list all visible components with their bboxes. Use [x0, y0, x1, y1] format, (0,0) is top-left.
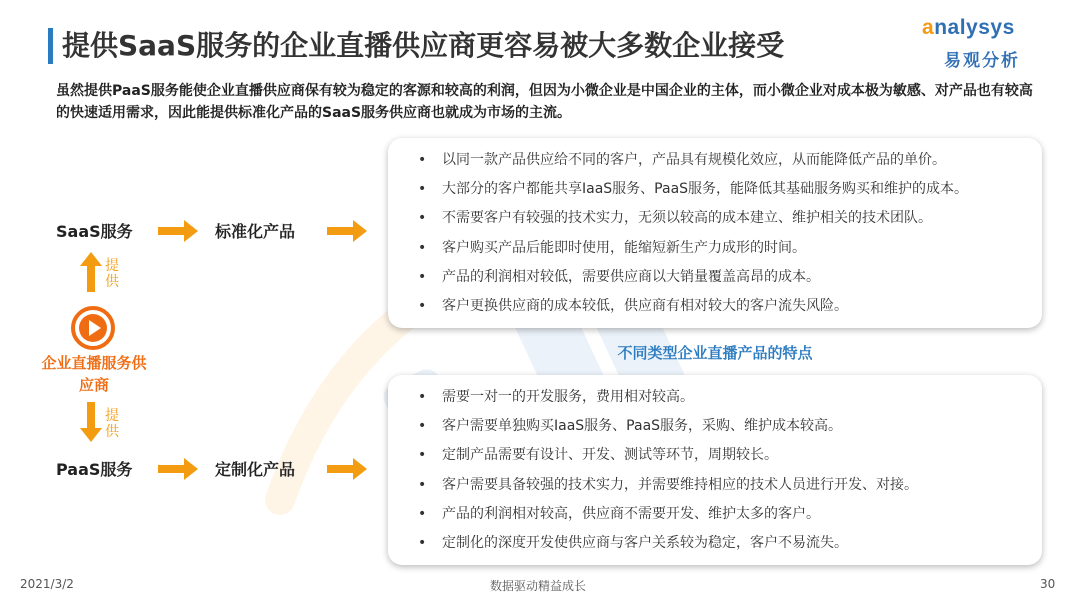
list-item: • 客户购买产品后能即时使用，能缩短新生产力成形的时间。 [416, 234, 1024, 263]
list-item: • 定制化的深度开发使供应商与客户关系较为稳定，客户不易流失。 [416, 529, 1024, 558]
saas-features-list [416, 146, 1024, 321]
saas-service-label: SaaS服务 [56, 222, 133, 241]
list-item: • 需要一对一的开发服务，费用相对较高。 [416, 383, 1024, 412]
footer-slogan: 数据驱动精益成长 [490, 579, 587, 593]
logo-a: a [922, 16, 935, 39]
arrow-right-icon [327, 458, 367, 480]
list-item: • 客户需要单独购买IaaS服务、PaaS服务，采购、维护成本较高。 [416, 412, 1024, 441]
arrow-down-icon [80, 402, 102, 442]
section-heading: 不同类型企业直播产品的特点 [617, 344, 813, 362]
analysys-logo [922, 16, 1052, 70]
paas-service-label: PaaS服务 [56, 460, 133, 479]
supplier-label: 企业直播服务供应商 [41, 354, 147, 394]
list-item: • 大部分的客户都能共享IaaS服务、PaaS服务，能降低其基础服务购买和维护的成本。 [416, 175, 1024, 204]
list-item: • 以同一款产品供应给不同的客户，产品具有规模化效应，从而能降低产品的单价。 [416, 146, 1024, 175]
provide-down-label: 提供 [105, 408, 119, 440]
arrow-right-icon [327, 220, 367, 242]
custom-product-label: 定制化产品 [215, 460, 296, 479]
list-item: • 产品的利润相对较低，需要供应商以大销量覆盖高昂的成本。 [416, 263, 1024, 292]
logo-english [922, 16, 1015, 40]
paas-features-card [388, 375, 1042, 565]
page-title: 提供SaaS服务的企业直播供应商更容易被大多数企业接受 [62, 29, 785, 62]
intro-paragraph: 虽然提供PaaS服务能使企业直播供应商保有较为稳定的客源和较高的利润，但因为小微企业是中国企业的主体，而小微企业对成本极为敏感、对产品也有较高的快速适用需求，因此能提供标准化产品的SaaS服务供应商也就成为市场的主流。 [56, 83, 1033, 121]
arrow-right-icon [158, 220, 198, 242]
saas-features-card [388, 138, 1042, 328]
arrow-up-icon [80, 252, 102, 292]
title-accent-bar [48, 28, 53, 64]
list-item: • 客户需要具备较强的技术实力，并需要维持相应的技术人员进行开发、对接。 [416, 471, 1024, 500]
list-item: • 不需要客户有较强的技术实力，无须以较高的成本建立、维护相关的技术团队。 [416, 204, 1024, 233]
logo-rest: nalysys [934, 16, 1015, 39]
standard-product-label: 标准化产品 [215, 222, 296, 241]
provide-up-label: 提供 [105, 258, 119, 290]
list-item: • 产品的利润相对较高，供应商不需要开发、维护太多的客户。 [416, 500, 1024, 529]
list-item: • 客户更换供应商的成本较低，供应商有相对较大的客户流失风险。 [416, 292, 1024, 321]
footer-date: 2021/3/2 [20, 577, 74, 591]
play-icon [70, 305, 116, 351]
list-item: • 定制产品需要有设计、开发、测试等环节，周期较长。 [416, 441, 1024, 470]
logo-chinese: 易观分析 [944, 51, 1020, 71]
page-number: 30 [1040, 577, 1056, 591]
paas-features-list [416, 383, 1024, 558]
arrow-right-icon [158, 458, 198, 480]
